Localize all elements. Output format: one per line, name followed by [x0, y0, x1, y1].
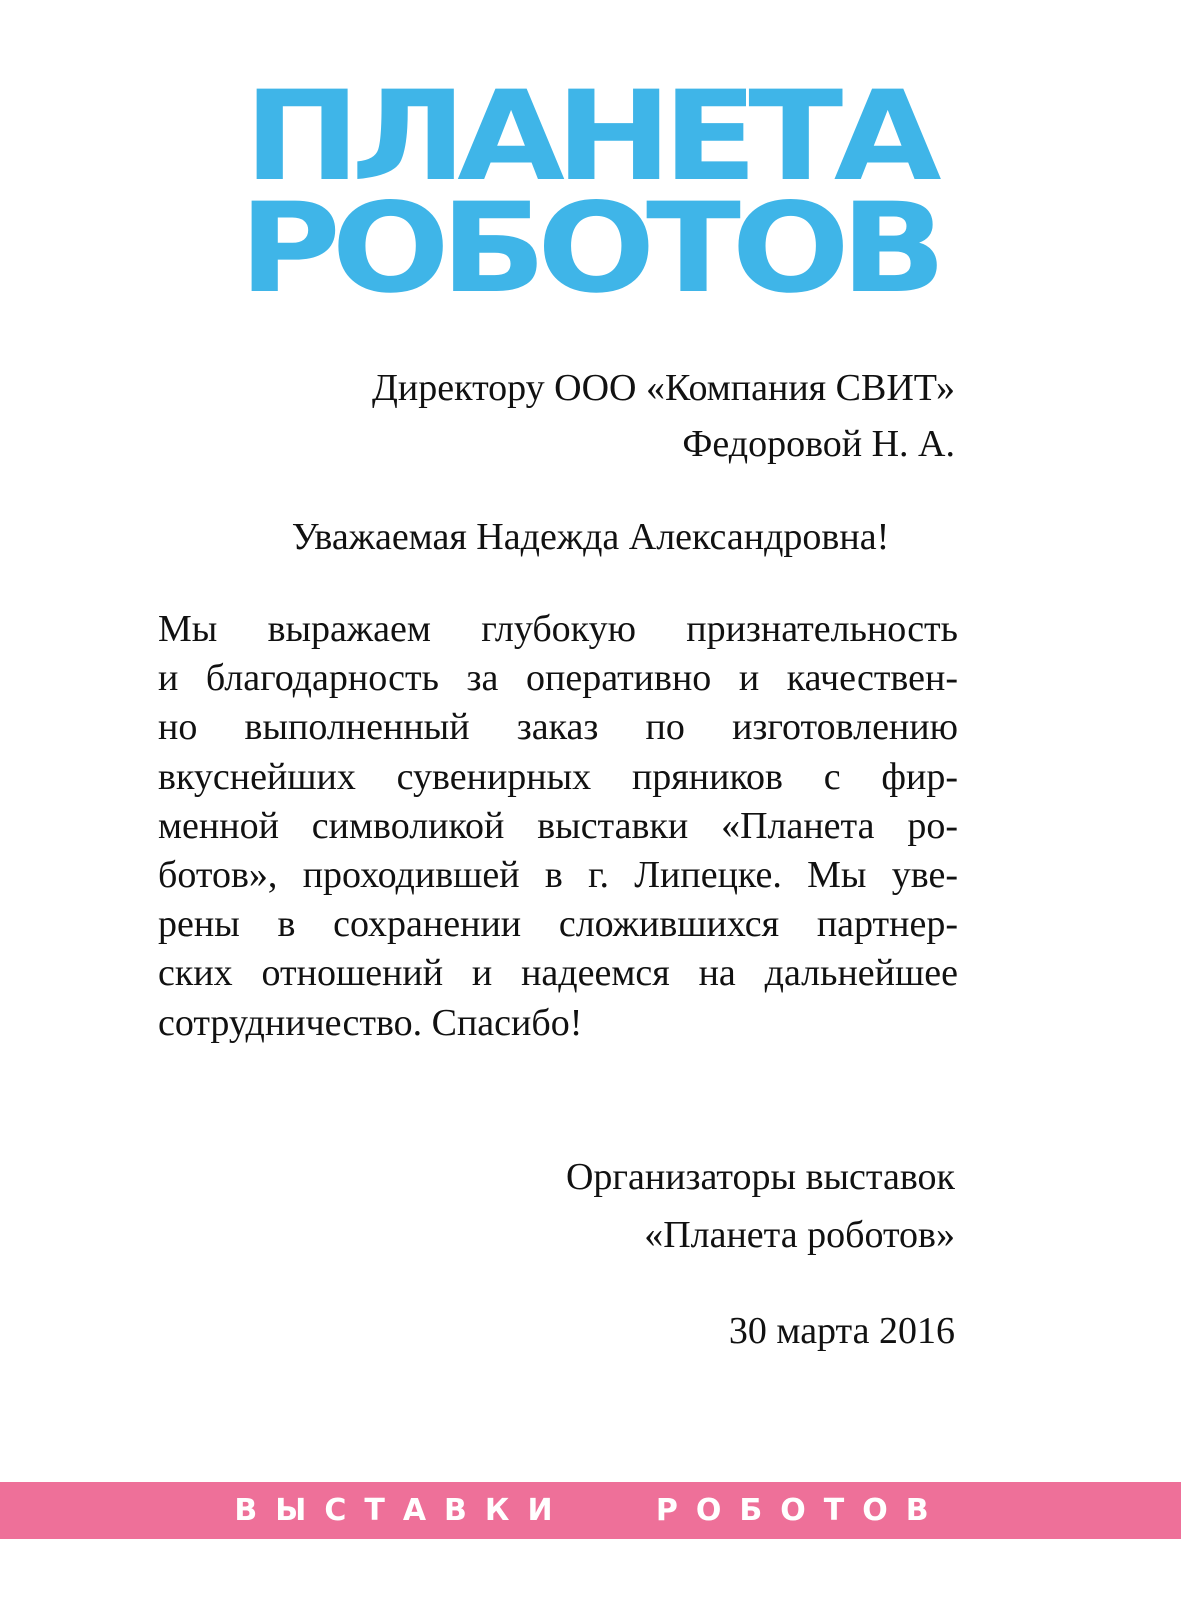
footer-band: [0, 1482, 1181, 1539]
signature-line-1: Организаторы выставок: [565, 1156, 955, 1198]
footer-text: ВЫСТАВКИ РОБОТОВ: [234, 1493, 947, 1528]
body-line: рены в сохранении сложившихся партнер-: [158, 903, 958, 946]
body-line: вкуснейших сувенирных пряников с фир-: [158, 755, 958, 798]
body-line: ботов», проходившей в г. Липецке. Мы уве-: [158, 853, 958, 896]
recipient-name: Федоровой Н. А.: [682, 423, 955, 465]
logo-line-1: ПЛАНЕТА: [243, 63, 933, 209]
body-line: Мы выражаем глубокую признательность: [158, 608, 958, 650]
logo-line-2: РОБОТОВ: [238, 175, 938, 321]
greeting: Уважаемая Надежда Александровна!: [291, 516, 890, 558]
logo: [198, 63, 978, 321]
recipient-block: [372, 360, 955, 472]
body-line: сотрудничество. Спасибо!: [158, 1001, 583, 1044]
body-line: но выполненный заказ по изготовлению: [158, 706, 958, 749]
letter-date: 30 марта 2016: [728, 1310, 955, 1352]
signature-line-2: «Планета роботов»: [644, 1214, 955, 1256]
letter-body: [158, 605, 958, 1048]
body-line: ских отношений и надеемся на дальнейшее: [158, 952, 958, 995]
body-line: и благодарность за оперативно и качествен-: [158, 657, 958, 700]
signature-block: [566, 1148, 955, 1264]
recipient-position: Директору ООО «Компания СВИТ»: [371, 367, 955, 409]
body-line: менной символикой выставки «Планета ро-: [158, 804, 958, 847]
